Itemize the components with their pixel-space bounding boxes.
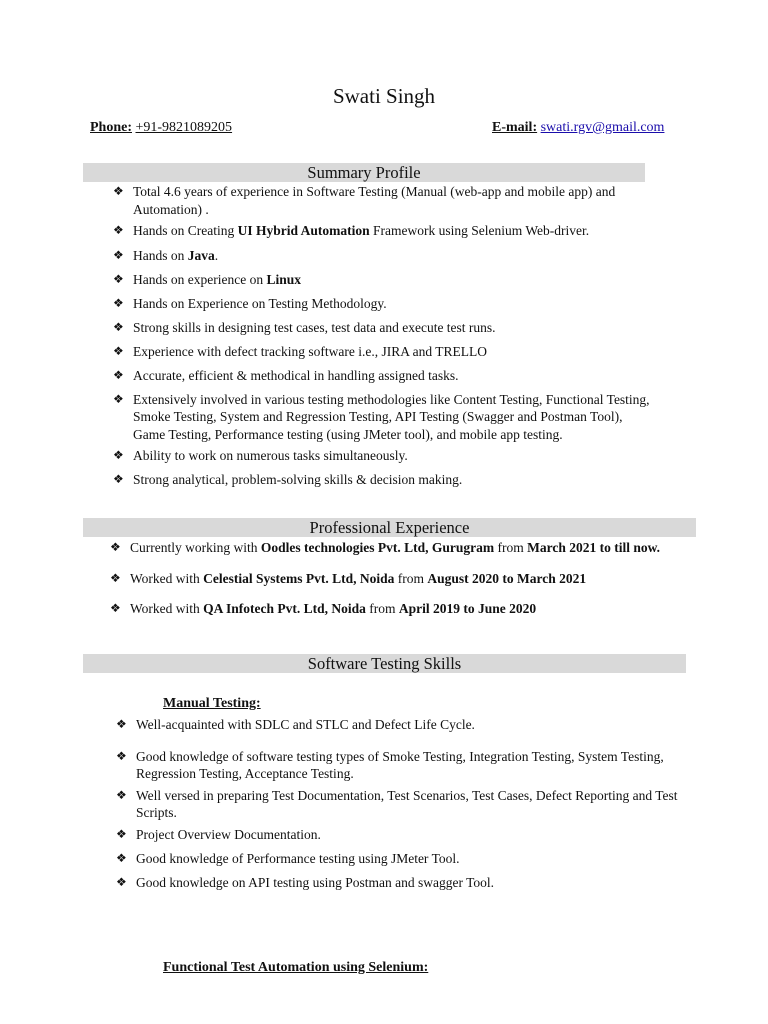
- experience-prefix: Worked with: [130, 601, 204, 616]
- summary-item-text: [133, 368, 459, 383]
- summary-item: [113, 222, 658, 240]
- summary-item: [113, 271, 658, 289]
- phone-label: Phone:: [90, 120, 132, 135]
- experience-from: from: [394, 570, 428, 586]
- employment-period: April 2019 to June 2020: [398, 601, 537, 616]
- summary-item-text: [133, 448, 408, 463]
- summary-item: [113, 295, 658, 313]
- manual-testing-text: Good knowledge of Performance testing using JMeter Tool.: [136, 851, 460, 866]
- bullet-icon: ❖: [110, 570, 121, 585]
- email-link[interactable]: swati.rgv@gmail.com: [540, 120, 665, 135]
- summary-heading: Summary Profile: [83, 163, 645, 182]
- manual-testing-item: [116, 874, 686, 892]
- summary-item: [113, 183, 658, 218]
- summary-item-text: [133, 248, 218, 263]
- experience-prefix: Currently working with: [130, 540, 261, 555]
- summary-item: [113, 471, 658, 489]
- manual-testing-text: Good knowledge on API testing using Postman and swagger Tool.: [136, 874, 495, 890]
- summary-item-text: [133, 184, 615, 217]
- summary-text: Hands on experience on: [133, 272, 267, 287]
- bullet-icon: ❖: [116, 851, 127, 865]
- summary-text: Strong skills in designing test cases, test data and execute test runs.: [133, 320, 496, 335]
- company-name: Celestial Systems Pvt. Ltd, Noida: [203, 570, 395, 586]
- summary-item-text: [133, 392, 650, 442]
- bullet-icon: ❖: [113, 471, 124, 486]
- experience-prefix: Worked with: [130, 570, 204, 586]
- bullet-icon: ❖: [113, 184, 124, 198]
- bullet-icon: ❖: [116, 717, 127, 731]
- summary-item: [113, 247, 658, 265]
- summary-text: Extensively involved in various testing methodologies like Content Testing, Functional Testing, Smoke Testing, System and Regression Testing, API Testing (Swagger and Postman Tool), Game Testing, Performance testing (using JMeter tool), and mobile app testing.: [133, 391, 650, 442]
- manual-testing-item: [116, 850, 686, 868]
- summary-item: [113, 447, 658, 465]
- bullet-icon: ❖: [113, 343, 124, 358]
- summary-text: .: [214, 247, 219, 263]
- manual-testing-list: [116, 716, 686, 891]
- summary-emphasis: Linux: [266, 272, 301, 287]
- manual-testing-text: Well versed in preparing Test Documentation, Test Scenarios, Test Cases, Defect Reporting and Test Scripts.: [136, 787, 678, 820]
- summary-emphasis: Java: [187, 247, 215, 263]
- summary-text: Total 4.6 years of experience in Software Testing (Manual (web-app and mobile app) and Automation) .: [133, 184, 616, 217]
- employment-period: March 2021 to till now.: [527, 540, 660, 555]
- phone-line: [90, 120, 232, 136]
- experience-from: from: [494, 540, 528, 555]
- summary-text: Hands on: [133, 247, 188, 263]
- candidate-name: Swati Singh: [332, 84, 436, 108]
- company-name: QA Infotech Pvt. Ltd, Noida: [203, 601, 366, 616]
- summary-text: Hands on Creating: [133, 223, 238, 238]
- summary-item-text: [133, 296, 387, 311]
- bullet-icon: ❖: [113, 368, 124, 382]
- summary-text: Experience with defect tracking software i.e., JIRA and TRELLO: [133, 343, 488, 359]
- summary-item-text: [133, 344, 487, 359]
- bullet-icon: ❖: [116, 748, 127, 763]
- summary-text: Ability to work on numerous tasks simultaneously.: [133, 448, 408, 463]
- experience-item: [110, 570, 710, 588]
- automation-title: Functional Test Automation using Selenium:: [163, 960, 429, 975]
- manual-testing-text: Good knowledge of software testing types of Smoke Testing, Integration Testing, System Testing, Regression Testing, Acceptance Testing.: [136, 748, 664, 781]
- summary-text: Hands on Experience on Testing Methodology.: [133, 295, 387, 311]
- bullet-icon: ❖: [113, 295, 124, 310]
- manual-testing-text: Well-acquainted with SDLC and STLC and Defect Life Cycle.: [136, 717, 475, 732]
- bullet-icon: ❖: [113, 391, 124, 406]
- bullet-icon: ❖: [113, 223, 124, 237]
- bullet-icon: ❖: [116, 787, 127, 802]
- experience-heading: Professional Experience: [83, 518, 696, 537]
- phone-value: +91-9821089205: [135, 120, 233, 135]
- summary-list: [113, 183, 658, 488]
- experience-item: [110, 600, 710, 618]
- summary-item-text: [133, 272, 301, 287]
- summary-text: Strong analytical, problem-solving skills & decision making.: [133, 471, 463, 487]
- skills-heading: Software Testing Skills: [83, 654, 686, 673]
- bullet-icon: ❖: [116, 826, 127, 841]
- bullet-icon: ❖: [113, 320, 124, 334]
- employment-period: August 2020 to March 2021: [427, 570, 587, 586]
- bullet-icon: ❖: [110, 540, 121, 554]
- bullet-icon: ❖: [110, 601, 121, 615]
- summary-item: [113, 343, 658, 361]
- company-name: Oodles technologies Pvt. Ltd, Gurugram: [260, 540, 495, 555]
- summary-item-text: [133, 472, 462, 487]
- summary-emphasis: UI Hybrid Automation: [237, 223, 370, 238]
- manual-testing-item: [116, 748, 686, 783]
- email-line: [492, 120, 664, 136]
- experience-item: [110, 539, 710, 557]
- manual-testing-item: [116, 787, 686, 822]
- manual-testing-title: Manual Testing:: [163, 696, 261, 711]
- summary-item: [113, 391, 658, 444]
- summary-text: Framework using Selenium Web-driver.: [369, 223, 590, 238]
- bullet-icon: ❖: [113, 272, 124, 286]
- summary-item: [113, 367, 658, 385]
- experience-list: [110, 539, 710, 618]
- experience-from: from: [365, 601, 399, 616]
- bullet-icon: ❖: [113, 448, 124, 462]
- summary-item-text: [133, 320, 496, 335]
- manual-testing-item: [116, 716, 686, 734]
- summary-item: [113, 319, 658, 337]
- email-label: E-mail:: [492, 120, 538, 135]
- bullet-icon: ❖: [116, 874, 127, 889]
- summary-text: Accurate, efficient & methodical in handling assigned tasks.: [133, 368, 459, 383]
- summary-item-text: [133, 223, 589, 238]
- bullet-icon: ❖: [113, 247, 124, 262]
- manual-testing-item: [116, 826, 686, 844]
- manual-testing-text: Project Overview Documentation.: [136, 826, 321, 842]
